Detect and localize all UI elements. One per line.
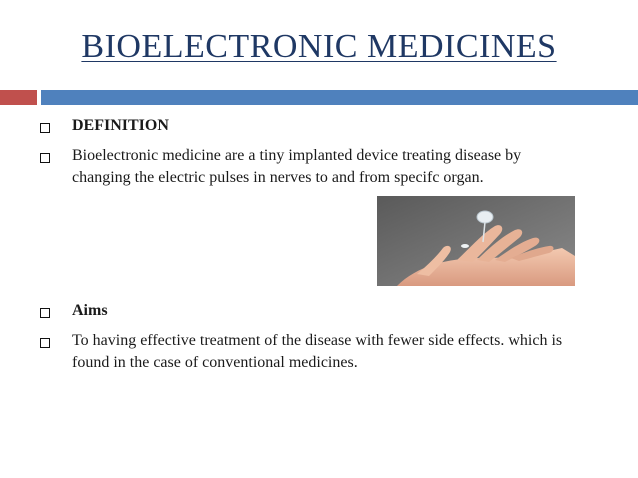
aims-heading: Aims xyxy=(72,302,108,319)
definition-text-line-2: changing the electric pulses in nerves to and from specifc organ. xyxy=(72,169,484,186)
bullet-square-icon xyxy=(40,308,50,318)
slide-title: BIOELECTRONIC MEDICINES xyxy=(81,28,557,65)
aims-text-line-1: To having effective treatment of the disease with fewer side effects. which is xyxy=(72,332,563,349)
aims-text xyxy=(72,330,562,374)
definition-text-line-1: Bioelectronic medicine are a tiny implanted device treating disease by xyxy=(72,147,522,164)
title-accent-bar-blue xyxy=(41,90,638,105)
bullet-square-icon xyxy=(40,153,50,163)
aims-text-line-2: found in the case of conventional medicines. xyxy=(72,354,358,371)
definition-heading: DEFINITION xyxy=(72,117,169,134)
definition-text xyxy=(72,145,521,189)
title-accent-bar-red xyxy=(0,90,37,105)
hand-holding-implant-image xyxy=(377,196,575,286)
bullet-square-icon xyxy=(40,123,50,133)
bullet-square-icon xyxy=(40,338,50,348)
